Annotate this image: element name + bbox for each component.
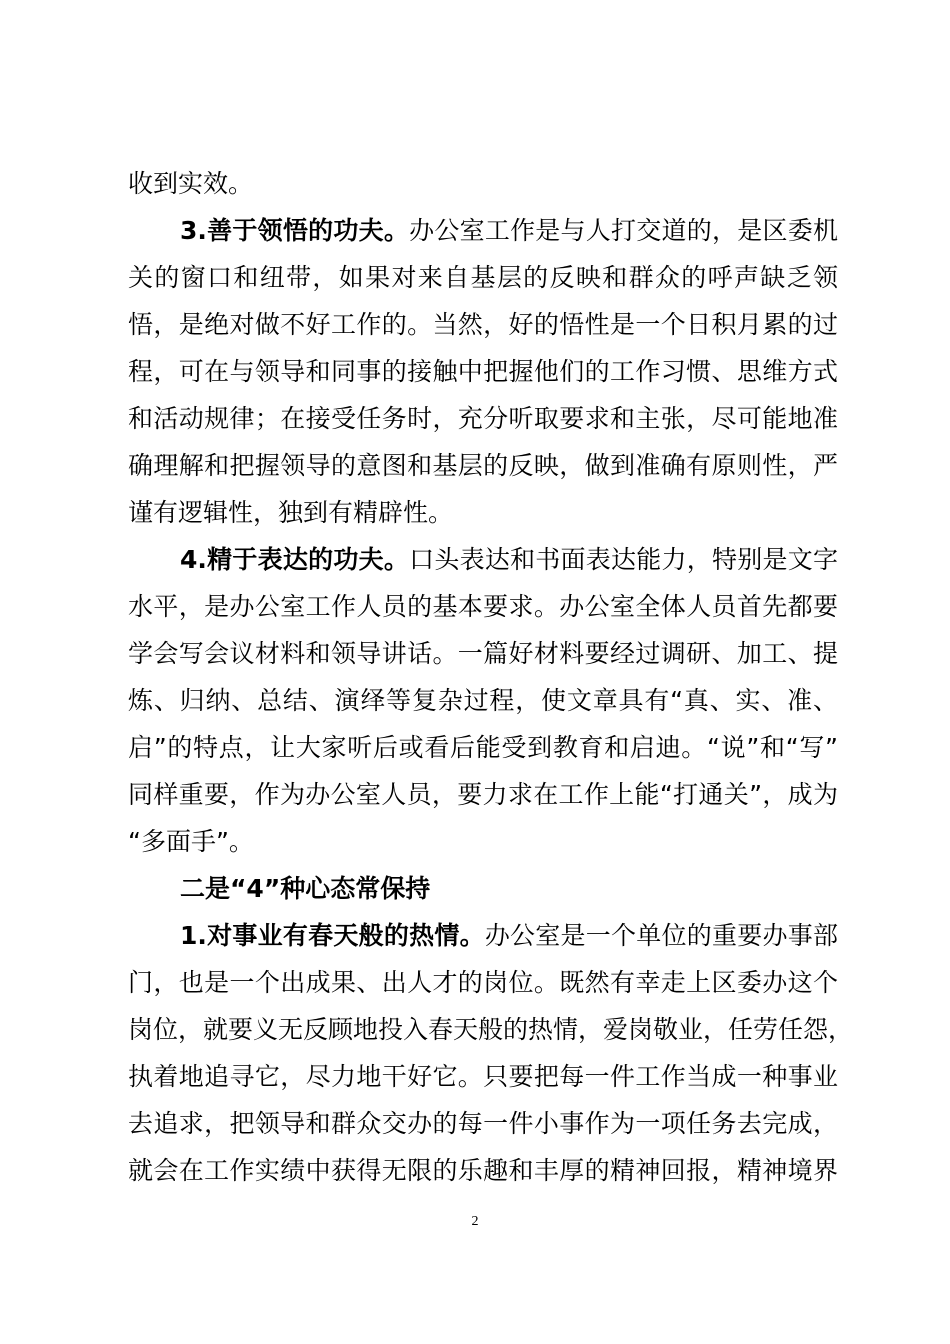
line-text: 执着地追寻它，尽力地干好它。只要把每一件工作当成一种事业 xyxy=(128,1062,838,1091)
line-text: “多面手”。 xyxy=(128,827,254,856)
text-line xyxy=(128,348,838,395)
line-text: 办公室工作是与人打交道的，是区委机 xyxy=(409,216,838,245)
heading-lead: 1.对事业有春天般的热情。 xyxy=(180,921,485,950)
text-line xyxy=(128,1100,838,1147)
line-text: 程，可在与领导和同事的接触中把握他们的工作习惯、思维方式 xyxy=(128,357,838,386)
text-line xyxy=(128,442,838,489)
line-text: 谨有逻辑性，独到有精辟性。 xyxy=(128,498,454,527)
line-text: 去追求，把领导和群众交办的每一件小事作为一项任务去完成， xyxy=(128,1109,838,1138)
line-text: 确理解和把握领导的意图和基层的反映，做到准确有原则性，严 xyxy=(128,451,838,480)
text-line xyxy=(128,1006,854,1053)
line-text: 水平，是办公室工作人员的基本要求。办公室全体人员首先都要 xyxy=(128,592,838,621)
line-text: 口头表达和书面表达能力，特别是文字 xyxy=(409,545,838,574)
text-line xyxy=(128,207,838,254)
line-text: 就会在工作实绩中获得无限的乐趣和丰厚的精神回报，精神境界 xyxy=(128,1156,838,1185)
text-line xyxy=(128,1147,838,1194)
line-text: 岗位，就要义无反顾地投入春天般的热情，爱岗敬业，任劳任怨， xyxy=(128,1015,854,1044)
line-text: 和活动规律；在接受任务时，充分听取要求和主张，尽可能地准 xyxy=(128,404,838,433)
text-line xyxy=(128,254,838,301)
text-line xyxy=(128,865,838,912)
heading-lead: 3.善于领悟的功夫。 xyxy=(180,216,410,245)
text-line xyxy=(128,536,838,583)
text-line xyxy=(128,959,838,1006)
line-text: 关的窗口和纽带，如果对来自基层的反映和群众的呼声缺乏领 xyxy=(128,263,838,292)
text-line xyxy=(128,818,838,865)
text-line xyxy=(128,1053,838,1100)
text-line xyxy=(128,160,838,207)
line-text: 启”的特点，让大家听后或看后能受到教育和启迪。“说”和“写” xyxy=(128,733,838,762)
document-body xyxy=(128,160,854,1194)
text-line xyxy=(128,301,838,348)
line-text: 炼、归纳、总结、演绎等复杂过程，使文章具有“真、实、准、 xyxy=(128,686,838,715)
line-text: 二是“4”种心态常保持 xyxy=(180,874,431,903)
text-line xyxy=(128,395,838,442)
text-line xyxy=(128,912,838,959)
text-line xyxy=(128,724,838,771)
line-text: 门，也是一个出成果、出人才的岗位。既然有幸走上区委办这个 xyxy=(128,968,838,997)
text-line xyxy=(128,630,838,677)
line-text: 同样重要，作为办公室人员，要力求在工作上能“打通关”，成为 xyxy=(128,780,838,809)
heading-lead: 4.精于表达的功夫。 xyxy=(180,545,410,574)
line-text: 办公室是一个单位的重要办事部 xyxy=(484,921,838,950)
text-line xyxy=(128,677,838,724)
text-line xyxy=(128,489,838,536)
line-text: 收到实效。 xyxy=(128,169,254,198)
page-number: 2 xyxy=(471,1214,479,1229)
text-line xyxy=(128,771,838,818)
text-line xyxy=(128,583,838,630)
line-text: 学会写会议材料和领导讲话。一篇好材料要经过调研、加工、提 xyxy=(128,639,838,668)
line-text: 悟，是绝对做不好工作的。当然，好的悟性是一个日积月累的过 xyxy=(128,310,838,339)
